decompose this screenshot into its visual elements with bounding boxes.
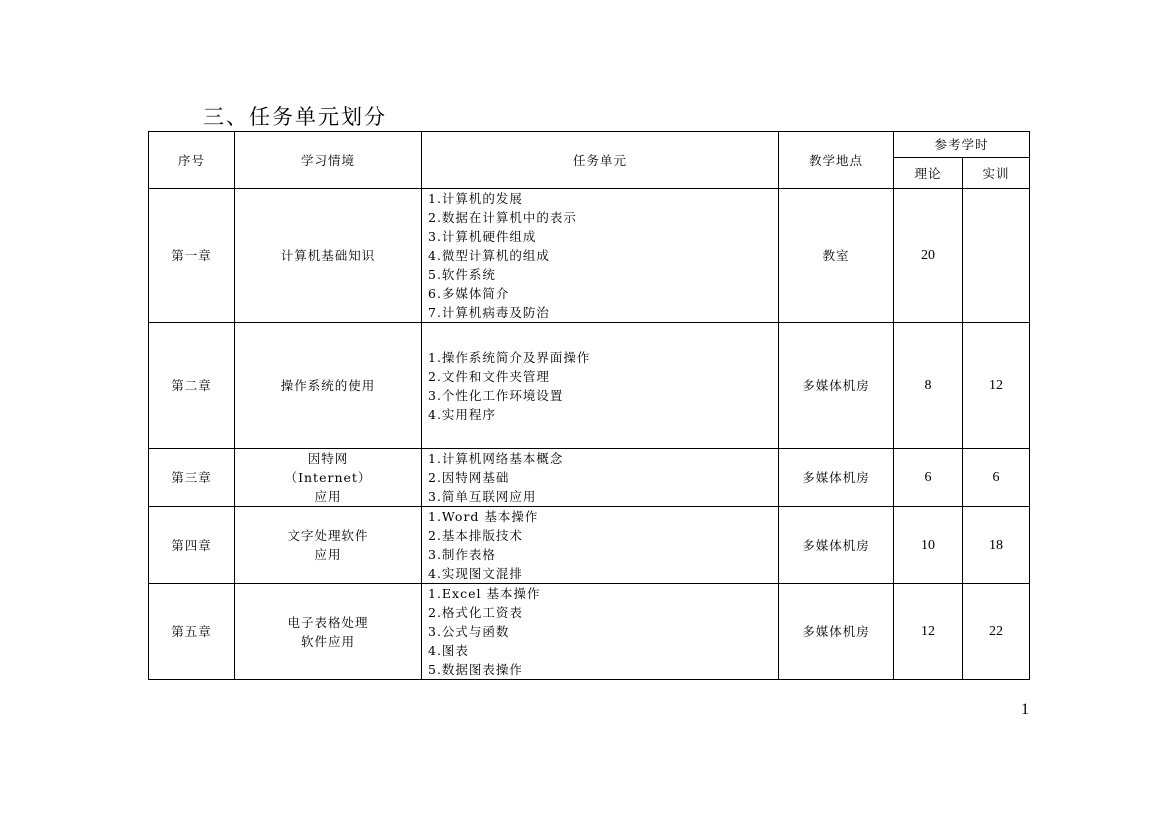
table-row	[149, 507, 1030, 584]
learning-context-line: 应用	[314, 489, 342, 504]
learning-context-line: 应用	[314, 547, 342, 562]
header-theory: 理论	[894, 158, 963, 189]
task-unit-item: 1.Word 基本操作	[428, 509, 539, 524]
chapter-index: 第三章	[149, 449, 235, 507]
task-unit-item: 1.计算机网络基本概念	[428, 451, 564, 466]
task-unit-item: 2.因特网基础	[428, 470, 510, 485]
header-practice: 实训	[963, 158, 1030, 189]
table-row	[149, 189, 1030, 323]
practice-hours: 12	[963, 323, 1030, 449]
task-unit-item: 3.简单互联网应用	[428, 489, 537, 504]
task-unit-item: 6.多媒体简介	[428, 286, 510, 301]
task-unit-item: 4.图表	[428, 643, 469, 658]
learning-context-line: 文字处理软件	[287, 528, 369, 543]
teaching-location: 多媒体机房	[779, 449, 894, 507]
theory-hours: 8	[894, 323, 963, 449]
table-row	[149, 584, 1030, 680]
learning-context-line: 因特网	[307, 451, 349, 466]
theory-hours: 20	[894, 189, 963, 323]
chapter-index: 第五章	[149, 584, 235, 680]
practice-hours: 6	[963, 449, 1030, 507]
learning-context-line: （Internet）	[284, 470, 372, 485]
chapter-index: 第一章	[149, 189, 235, 323]
task-unit-item: 3.个性化工作环境设置	[428, 387, 564, 403]
task-unit-item: 5.数据图表操作	[428, 662, 523, 677]
header-context: 学习情境	[235, 132, 422, 189]
task-unit-item: 4.微型计算机的组成	[428, 248, 550, 263]
task-unit-item: 4.实现图文混排	[428, 566, 523, 581]
learning-context	[235, 449, 422, 507]
header-tasks: 任务单元	[422, 132, 779, 189]
practice-hours	[963, 189, 1030, 323]
section-title: 三、任务单元划分	[203, 105, 387, 129]
task-unit-item: 7.计算机病毒及防治	[428, 305, 550, 320]
task-unit-item: 3.制作表格	[428, 547, 496, 562]
teaching-location: 多媒体机房	[779, 507, 894, 584]
task-unit-list	[422, 507, 779, 584]
header-hours-group: 参考学时	[894, 132, 1030, 158]
task-unit-item: 2.文件和文件夹管理	[428, 368, 550, 384]
task-unit-list	[422, 449, 779, 507]
learning-context	[235, 507, 422, 584]
task-unit-item: 2.数据在计算机中的表示	[428, 210, 577, 225]
task-unit-item: 3.计算机硬件组成	[428, 229, 537, 244]
task-unit-item: 1.操作系统简介及界面操作	[428, 349, 591, 365]
task-unit-item: 5.软件系统	[428, 267, 496, 282]
theory-hours: 6	[894, 449, 963, 507]
table-row	[149, 323, 1030, 449]
learning-context-line: 软件应用	[300, 633, 355, 649]
chapter-index: 第四章	[149, 507, 235, 584]
theory-hours: 12	[894, 584, 963, 680]
learning-context-line: 电子表格处理	[287, 614, 369, 630]
practice-hours: 22	[963, 584, 1030, 680]
task-unit-item: 3.公式与函数	[428, 624, 510, 639]
learning-context-line: 操作系统的使用	[280, 378, 376, 393]
teaching-location: 教室	[779, 189, 894, 323]
teaching-location: 多媒体机房	[779, 584, 894, 680]
chapter-index: 第二章	[149, 323, 235, 449]
task-unit-item: 1.Excel 基本操作	[428, 586, 541, 601]
table-row	[149, 449, 1030, 507]
task-unit-item: 2.格式化工资表	[428, 605, 523, 620]
header-index: 序号	[149, 132, 235, 189]
task-unit-item: 2.基本排版技术	[428, 528, 523, 543]
task-unit-item: 4.实用程序	[428, 406, 496, 422]
learning-context	[235, 323, 422, 449]
page-number: 1	[1021, 701, 1029, 718]
task-unit-list	[422, 584, 779, 680]
learning-context	[235, 189, 422, 323]
task-unit-list	[422, 323, 779, 449]
header-location: 教学地点	[779, 132, 894, 189]
task-unit-list	[422, 189, 779, 323]
table-body	[149, 189, 1030, 680]
theory-hours: 10	[894, 507, 963, 584]
practice-hours: 18	[963, 507, 1030, 584]
learning-context-line: 计算机基础知识	[280, 248, 376, 263]
task-unit-table	[148, 131, 1030, 680]
task-unit-item: 1.计算机的发展	[428, 191, 523, 206]
teaching-location: 多媒体机房	[779, 323, 894, 449]
learning-context	[235, 584, 422, 680]
